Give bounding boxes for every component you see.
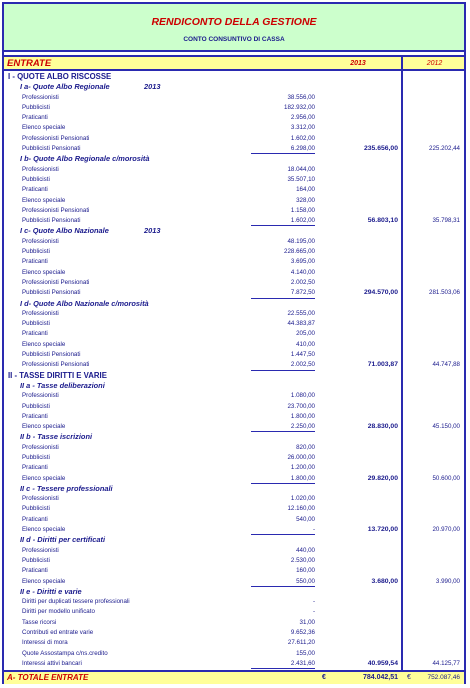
- row-label: Pubblicisti Pensionati: [22, 351, 81, 359]
- row-label: I d- Quote Albo Nazionale c/morosità: [20, 298, 149, 308]
- row-amount: 410,00: [296, 340, 315, 348]
- row-amount: 35.507,10: [287, 175, 315, 183]
- currency-symbol-previous: €: [407, 674, 411, 681]
- row-label: Professionisti Pensionati: [22, 361, 90, 369]
- section-heading: [4, 72, 464, 82]
- subsection-heading: [4, 381, 464, 391]
- total-row: [4, 670, 464, 684]
- row-amount: 182.932,00: [284, 103, 315, 111]
- row-label: Elenco speciale: [22, 423, 66, 431]
- row-label: II - TASSE DIRITTI E VARIE: [8, 370, 107, 380]
- row-subtotal: 294.570,00: [363, 289, 398, 297]
- row-previous-year: 3.990,00: [435, 577, 460, 585]
- row-amount: 6.298,00: [251, 144, 315, 154]
- row-label: Quote Assostampa c/ns.credito: [22, 649, 108, 657]
- row-label: Professionisti: [22, 309, 59, 317]
- table-row: [4, 474, 464, 484]
- row-amount: 27.611,20: [287, 639, 315, 647]
- subsection-heading: [4, 587, 464, 597]
- row-amount: 4.140,00: [290, 268, 315, 276]
- report-title: RENDICONTO DELLA GESTIONE: [151, 16, 317, 28]
- table-row: [4, 453, 464, 463]
- table-row: [4, 628, 464, 638]
- row-amount: 2.002,50: [251, 360, 315, 370]
- table-row: [4, 329, 464, 339]
- table-row: [4, 597, 464, 607]
- row-subtotal: 28.830,00: [367, 423, 398, 431]
- row-amount: 44.383,87: [287, 320, 315, 328]
- table-row: [4, 113, 464, 123]
- row-amount: 3.695,00: [290, 258, 315, 266]
- row-label: I b- Quote Albo Regionale c/morosità: [20, 154, 150, 164]
- row-amount: 328,00: [296, 196, 315, 204]
- row-amount: 2.530,00: [290, 556, 315, 564]
- row-subtotal: 235.656,00: [363, 145, 398, 153]
- row-label: Diritti per duplicati tessere professionali: [22, 598, 130, 606]
- row-label: I - QUOTE ALBO RISCOSSE: [8, 72, 112, 81]
- table-row: [4, 319, 464, 329]
- subsection-heading: [4, 82, 464, 92]
- row-amount: 1.447,50: [290, 351, 315, 359]
- row-label: II e - Diritti e varie: [20, 586, 82, 596]
- table-row: [4, 649, 464, 659]
- row-label: Praticanti: [22, 114, 48, 122]
- row-previous-year: 44.747,88: [432, 361, 460, 369]
- section-heading: [4, 371, 464, 381]
- row-label: Praticanti: [22, 186, 48, 194]
- section-label: ENTRATE: [7, 58, 52, 69]
- row-label: Professionisti: [22, 237, 59, 245]
- row-label: Elenco speciale: [22, 340, 66, 348]
- row-label: Pubblicisti Pensionati: [22, 217, 81, 225]
- table-row: [4, 103, 464, 113]
- row-amount: 2.250,00: [251, 422, 315, 432]
- table-row: [4, 422, 464, 432]
- row-amount: 2.002,50: [290, 278, 315, 286]
- table-row: [4, 185, 464, 195]
- column-header: [4, 55, 464, 71]
- table-row: [4, 402, 464, 412]
- subsection-heading: [4, 299, 464, 309]
- row-amount: 9.652,36: [290, 629, 315, 637]
- row-amount: 22.555,00: [287, 309, 315, 317]
- table-row: [4, 165, 464, 175]
- row-amount: 1.080,00: [290, 392, 315, 400]
- row-label: Praticanti: [22, 515, 48, 523]
- row-label: Pubblicisti: [22, 505, 50, 513]
- row-label: Professionisti: [22, 443, 59, 451]
- row-amount: 540,00: [296, 515, 315, 523]
- current-year-heading: 2013: [350, 60, 366, 67]
- row-label: Interessi attivi bancari: [22, 659, 82, 667]
- table-row: [4, 278, 464, 288]
- row-label: I c- Quote Albo Nazionale: [20, 226, 109, 236]
- row-amount: 1.020,00: [290, 495, 315, 503]
- total-current: 784.042,51: [362, 674, 398, 681]
- table-row: [4, 504, 464, 514]
- row-label: Tasse ricorsi: [22, 618, 57, 626]
- table-row: [4, 196, 464, 206]
- row-label: Interessi di mora: [22, 639, 68, 647]
- row-amount: 12.160,00: [287, 505, 315, 513]
- report-subtitle: CONTO CONSUNTIVO DI CASSA: [183, 36, 285, 43]
- row-label: Professionisti Pensionati: [22, 206, 90, 214]
- table-row: [4, 309, 464, 319]
- row-label: Pubblicisti: [22, 402, 50, 410]
- row-subtotal: 29.820,00: [367, 474, 398, 482]
- subsection-heading: [4, 226, 464, 236]
- row-label: Professionisti: [22, 546, 59, 554]
- row-amount: 550,00: [251, 577, 315, 587]
- row-amount: 18.044,00: [287, 165, 315, 173]
- table-row: [4, 237, 464, 247]
- row-year: 2013: [144, 226, 161, 236]
- row-label: II b - Tasse iscrizioni: [20, 432, 93, 442]
- row-amount: 1.800,00: [290, 412, 315, 420]
- table-row: [4, 340, 464, 350]
- row-label: Elenco speciale: [22, 526, 66, 534]
- row-label: Praticanti: [22, 464, 48, 472]
- table-row: [4, 144, 464, 154]
- row-label: Professionisti: [22, 165, 59, 173]
- row-label: Elenco speciale: [22, 196, 66, 204]
- row-label: Contributi ed entrate varie: [22, 629, 94, 637]
- table-row: [4, 247, 464, 257]
- row-subtotal: 13.720,00: [367, 526, 398, 534]
- row-label: Diritti per modello unificato: [22, 608, 95, 616]
- total-previous: 752.087,46: [427, 674, 460, 681]
- row-label: Pubblicisti: [22, 556, 50, 564]
- row-amount: 440,00: [296, 546, 315, 554]
- table-row: [4, 360, 464, 370]
- table-row: [4, 175, 464, 185]
- row-amount: 2.956,00: [290, 114, 315, 122]
- row-previous-year: 45.150,00: [432, 423, 460, 431]
- row-label: Professionisti: [22, 495, 59, 503]
- row-label: Pubblicisti: [22, 453, 50, 461]
- row-amount: 228.665,00: [284, 248, 315, 256]
- row-label: Praticanti: [22, 412, 48, 420]
- row-previous-year: 44.125,77: [432, 659, 460, 667]
- table-row: [4, 463, 464, 473]
- row-amount: 38.556,00: [287, 93, 315, 101]
- row-amount: -: [251, 525, 315, 535]
- row-amount: 1.200,00: [290, 464, 315, 472]
- row-amount: 26.000,00: [287, 453, 315, 461]
- total-label: A- TOTALE ENTRATE: [7, 673, 89, 682]
- table-row: [4, 515, 464, 525]
- table-row: [4, 556, 464, 566]
- row-previous-year: 20.970,00: [432, 526, 460, 534]
- row-amount: 48.195,00: [287, 237, 315, 245]
- report-header: [4, 4, 464, 52]
- row-amount: 7.872,50: [251, 288, 315, 298]
- table-row: [4, 618, 464, 628]
- row-label: Pubblicisti: [22, 320, 50, 328]
- entries-table: [4, 72, 464, 669]
- row-label: II d - Diritti per certificati: [20, 535, 106, 545]
- row-previous-year: 281.503,06: [429, 289, 460, 297]
- row-label: Pubblicisti: [22, 103, 50, 111]
- row-amount: 205,00: [296, 330, 315, 338]
- table-row: [4, 216, 464, 226]
- row-previous-year: 35.798,31: [432, 217, 460, 225]
- row-label: Elenco speciale: [22, 577, 66, 585]
- table-row: [4, 288, 464, 298]
- row-label: Praticanti: [22, 330, 48, 338]
- table-row: [4, 525, 464, 535]
- table-row: [4, 659, 464, 669]
- row-label: Pubblicisti Pensionati: [22, 289, 81, 297]
- subsection-heading: [4, 432, 464, 442]
- table-row: [4, 566, 464, 576]
- row-subtotal: 40.959,54: [367, 659, 398, 667]
- row-subtotal: 56.803,10: [367, 217, 398, 225]
- row-amount: 3.312,00: [290, 124, 315, 132]
- row-amount: 1.158,00: [290, 206, 315, 214]
- row-amount: 820,00: [296, 443, 315, 451]
- table-row: [4, 123, 464, 133]
- table-row: [4, 443, 464, 453]
- row-amount: 1.602,00: [290, 134, 315, 142]
- table-row: [4, 577, 464, 587]
- table-row: [4, 412, 464, 422]
- row-amount: 23.700,00: [287, 402, 315, 410]
- row-amount: -: [312, 608, 315, 616]
- table-row: [4, 206, 464, 216]
- row-label: Pubblicisti: [22, 248, 50, 256]
- row-amount: 1.800,00: [251, 474, 315, 484]
- row-label: Professionisti Pensionati: [22, 278, 90, 286]
- row-amount: 164,00: [296, 186, 315, 194]
- row-amount: 160,00: [296, 567, 315, 575]
- row-label: I a- Quote Albo Regionale: [20, 82, 110, 92]
- row-label: Elenco speciale: [22, 124, 66, 132]
- row-amount: 2.431,60: [251, 659, 315, 669]
- row-year: 2013: [144, 82, 161, 92]
- row-amount: 1.602,00: [251, 216, 315, 226]
- table-row: [4, 93, 464, 103]
- row-amount: -: [312, 598, 315, 606]
- row-label: Praticanti: [22, 567, 48, 575]
- row-label: Elenco speciale: [22, 268, 66, 276]
- row-subtotal: 71.003,87: [367, 361, 398, 369]
- table-row: [4, 638, 464, 648]
- row-label: II c - Tessere professionali: [20, 483, 113, 493]
- table-row: [4, 546, 464, 556]
- row-label: Elenco speciale: [22, 474, 66, 482]
- table-row: [4, 350, 464, 360]
- subsection-heading: [4, 484, 464, 494]
- table-row: [4, 268, 464, 278]
- row-amount: 31,00: [299, 618, 315, 626]
- row-previous-year: 225.202,44: [429, 145, 460, 153]
- statement-sheet: [2, 2, 466, 684]
- row-label: Professionisti: [22, 392, 59, 400]
- previous-year-heading: 2012: [426, 60, 443, 67]
- row-label: Pubblicisti: [22, 175, 50, 183]
- row-label: Praticanti: [22, 258, 48, 266]
- currency-symbol-current: €: [322, 674, 326, 681]
- row-previous-year: 50.600,00: [432, 474, 460, 482]
- table-row: [4, 257, 464, 267]
- table-row: [4, 494, 464, 504]
- table-row: [4, 134, 464, 144]
- row-label: II a - Tasse deliberazioni: [20, 380, 105, 390]
- subsection-heading: [4, 154, 464, 164]
- table-row: [4, 607, 464, 617]
- row-label: Professionisti: [22, 93, 59, 101]
- row-amount: 155,00: [296, 649, 315, 657]
- row-subtotal: 3.680,00: [371, 577, 398, 585]
- row-label: Professionisti Pensionati: [22, 134, 90, 142]
- subsection-heading: [4, 535, 464, 545]
- table-row: [4, 391, 464, 401]
- row-label: Pubblicisti Pensionati: [22, 145, 81, 153]
